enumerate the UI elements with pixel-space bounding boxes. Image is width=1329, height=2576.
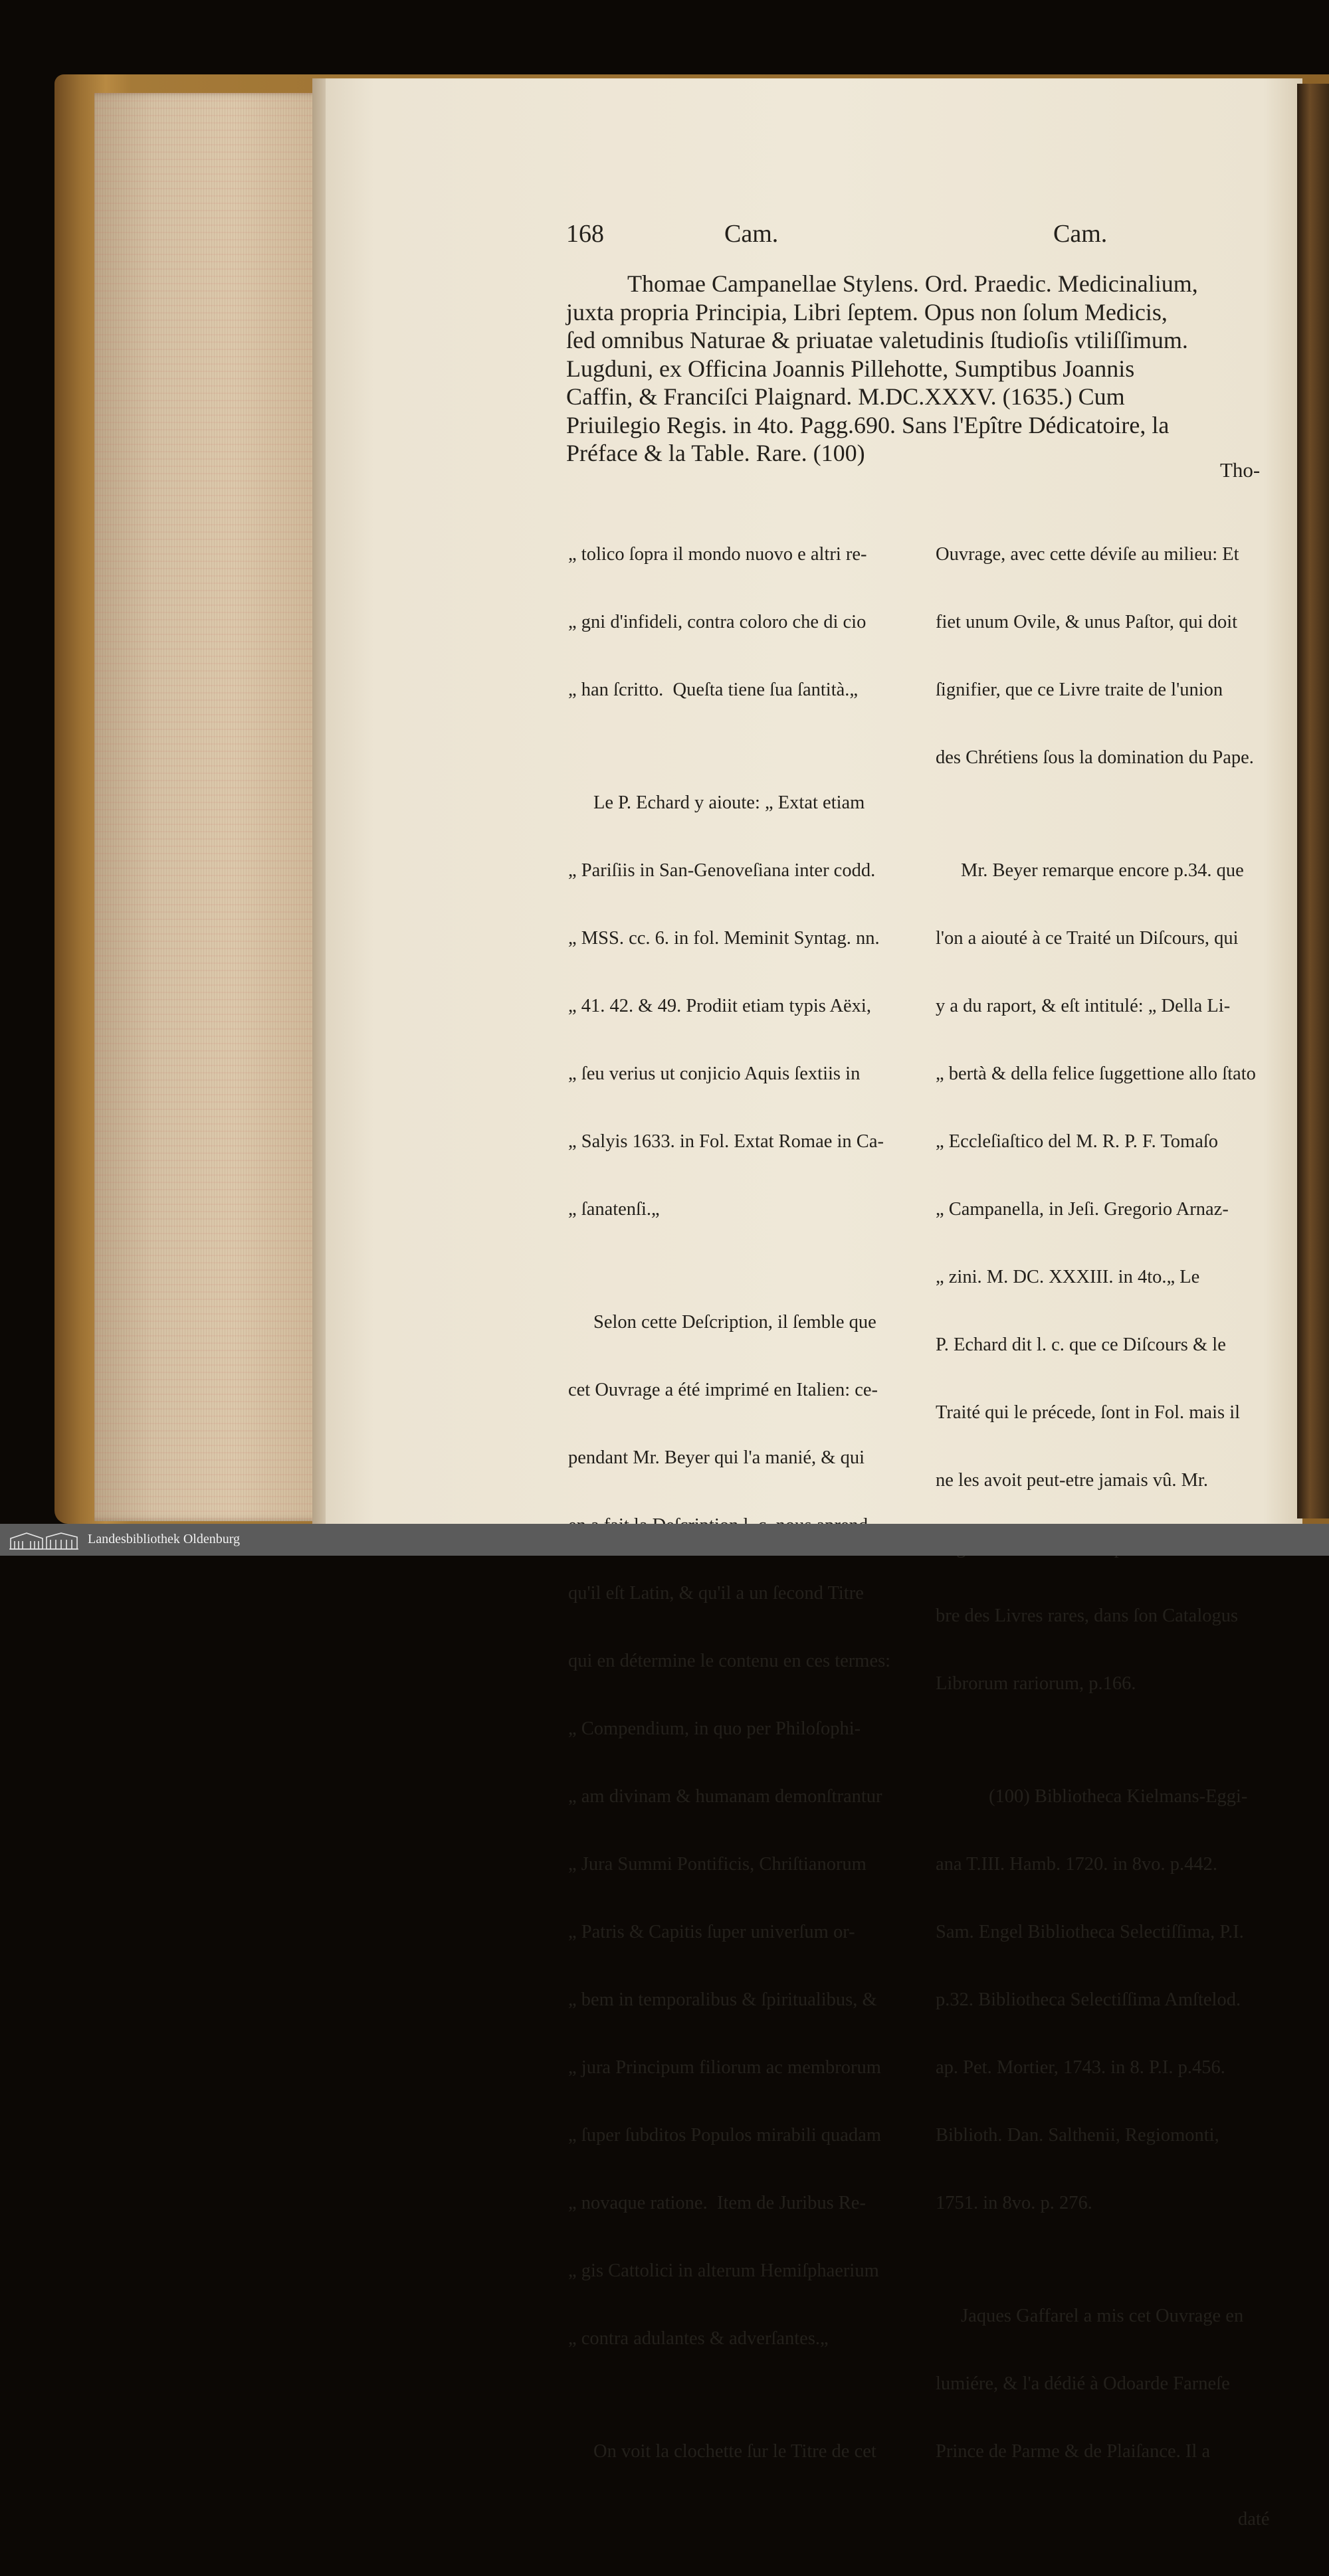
text-line: „ Pariſiis in San-Genoveſiana inter codd. xyxy=(568,860,876,881)
text-line: ana T.III. Hamb. 1720. in 8vo. p.442. xyxy=(936,1854,1217,1875)
text-line: Jaques Gaffarel a mis cet Ouvrage en xyxy=(961,2306,1244,2326)
text-line: qui en détermine le contenu en ces termes: xyxy=(568,1651,891,1671)
entry-line: Thomae Campanellae Stylens. Ord. Praedic. Medicinalium, xyxy=(627,270,1198,297)
text-line: ap. Pet. Mortier, 1743. in 8. P.I. p.456. xyxy=(936,2057,1225,2078)
text-line: „ Campanella, in Jeſi. Gregorio Arnaz- xyxy=(936,1199,1229,1220)
text-line: „ Jura Summi Pontificis, Chriſtianorum xyxy=(568,1854,867,1875)
text-line: Biblioth. Dan. Salthenii, Regiomonti, xyxy=(936,2125,1219,2146)
entry-line: ſed omnibus Naturae & priuatae valetudinis ſtudioſis vtiliſſimum. xyxy=(566,327,1188,353)
running-head-right: Cam. xyxy=(1053,220,1108,248)
text-line: (100) Bibliotheca Kielmans-Eggi- xyxy=(989,1786,1248,1807)
text-line: ne les avoit peut-etre jamais vû. Mr. xyxy=(936,1470,1208,1491)
text-line: 1751. in 8vo. p. 276. xyxy=(936,2193,1092,2213)
text-line: Sam. Engel Bibliotheca Selectiſſima, P.I. xyxy=(936,1922,1244,1942)
text-line: qu'il eſt Latin, & qu'il a un ſecond Titre xyxy=(568,1583,864,1604)
text-line: „ jura Principum filiorum ac membrorum xyxy=(568,2057,881,2078)
running-head-left: Cam. xyxy=(724,220,779,248)
entry-line: Caffin, & Franciſci Plaignard. M.DC.XXXV. (1635.) Cum xyxy=(566,383,1125,410)
text-line: Le P. Echard y aioute: „ Extat etiam xyxy=(593,792,865,813)
text-line: lumiére, & l'a dédié à Odoarde Farneſe xyxy=(936,2373,1230,2394)
text-line: Ouvrage, avec cette déviſe au milieu: Et xyxy=(936,544,1239,565)
text-line: pendant Mr. Beyer qui l'a manié, & qui xyxy=(568,1447,865,1468)
text-line: bre des Livres rares, dans ſon Catalogus xyxy=(936,1606,1239,1626)
footer-bar xyxy=(0,1524,1329,1556)
catchword: Tho- xyxy=(1220,458,1261,482)
text-line: „ Patris & Capitis ſuper univerſum or- xyxy=(568,1922,855,1942)
entry-line: Lugduni, ex Officina Joannis Pillehotte, Sumptibus Joannis xyxy=(566,355,1135,382)
page-edges xyxy=(94,93,328,1521)
text-line: p.32. Bibliotheca Selectiſſima Amſtelod. xyxy=(936,1989,1241,2010)
text-line: „ 41. 42. & 49. Prodiit etiam typis Aëxi, xyxy=(568,996,871,1016)
text-line: „ zini. M. DC. XXXIII. in 4to.„ Le xyxy=(936,1267,1200,1287)
text-line: Mr. Beyer remarque encore p.34. que xyxy=(961,860,1244,881)
text-line: „ ſuper ſubditos Populos mirabili quadam xyxy=(568,2125,881,2146)
text-line: Librorum rariorum, p.166. xyxy=(936,1673,1136,1694)
text-line: des Chrétiens ſous la domination du Pape. xyxy=(936,747,1254,768)
text-line: cet Ouvrage a été imprimé en Italien: ce- xyxy=(568,1380,878,1400)
text-line: „ novaque ratione. Item de Juribus Re- xyxy=(568,2193,866,2213)
text-line: „ gis Cattolici in alterum Hemiſphaerium xyxy=(568,2260,879,2281)
entry-line: juxta propria Principia, Libri ſeptem. Opus non ſolum Medicis, xyxy=(566,298,1168,325)
text-line: Traité qui le précede, ſont in Fol. mais il xyxy=(936,1402,1241,1423)
text-line: „ am divinam & humanam demonſtrantur xyxy=(568,1786,882,1807)
facing-page-edge xyxy=(1297,84,1329,1518)
text-line: „ han ſcritto. Queſta tiene ſua ſantità.„ xyxy=(568,680,859,700)
entry-line: Priuilegio Regis. in 4to. Pagg.690. Sans l'Epître Dédicatoire, la xyxy=(566,411,1170,438)
text-line: daté xyxy=(1238,2509,1270,2530)
text-line: y a du raport, & eſt intitulé: „ Della Li- xyxy=(936,996,1231,1016)
text-line: P. Echard dit l. c. que ce Diſcours & le xyxy=(936,1334,1226,1355)
page-number: 168 xyxy=(566,220,604,248)
text-line: „ Compendium, in quo per Philoſophi- xyxy=(568,1718,861,1739)
text-line: „ Eccleſiaſtico del M. R. P. F. Tomaſo xyxy=(936,1131,1219,1152)
text-line: Prince de Parme & de Plaiſance. Il a xyxy=(936,2441,1211,2462)
text-line: „ gni d'infideli, contra coloro che di cio xyxy=(568,612,867,632)
text-line: l'on a aiouté à ce Traité un Diſcours, qui xyxy=(936,928,1239,949)
text-line: „ bem in temporalibus & ſpiritualibus, & xyxy=(568,1989,877,2010)
text-line: „ Salyis 1633. in Fol. Extat Romae in Ca- xyxy=(568,1131,884,1152)
text-line: „ bertà & della felice ſuggettione allo ſtato xyxy=(936,1063,1256,1084)
text-line: On voit la clochette ſur le Titre de cet xyxy=(593,2441,876,2462)
text-line: „ tolico ſopra il mondo nuovo e altri re- xyxy=(568,544,867,565)
text-line: fiet unum Ovile, & unus Paſtor, qui doit xyxy=(936,612,1238,632)
institution-name: Landesbibliothek Oldenburg xyxy=(88,1532,241,1546)
text-line: „ MSS. cc. 6. in fol. Meminit Syntag. nn. xyxy=(568,928,880,949)
left-column xyxy=(568,498,890,2508)
text-line: „ contra adulantes & adverſantes.„ xyxy=(568,2328,829,2349)
library-building-icon xyxy=(8,1529,81,1550)
bibliographic-entry xyxy=(566,270,1198,468)
text-line: Selon cette Deſcription, il ſemble que xyxy=(593,1312,876,1333)
entry-line: Préface & la Table. Rare. (100) xyxy=(566,440,865,466)
text-line: ſignifier, que ce Livre traite de l'union xyxy=(936,680,1223,700)
text-line: „ ſeu verius ut conjicio Aquis ſextiis in xyxy=(568,1063,861,1084)
text-line: „ ſanatenſi.„ xyxy=(568,1199,660,1220)
